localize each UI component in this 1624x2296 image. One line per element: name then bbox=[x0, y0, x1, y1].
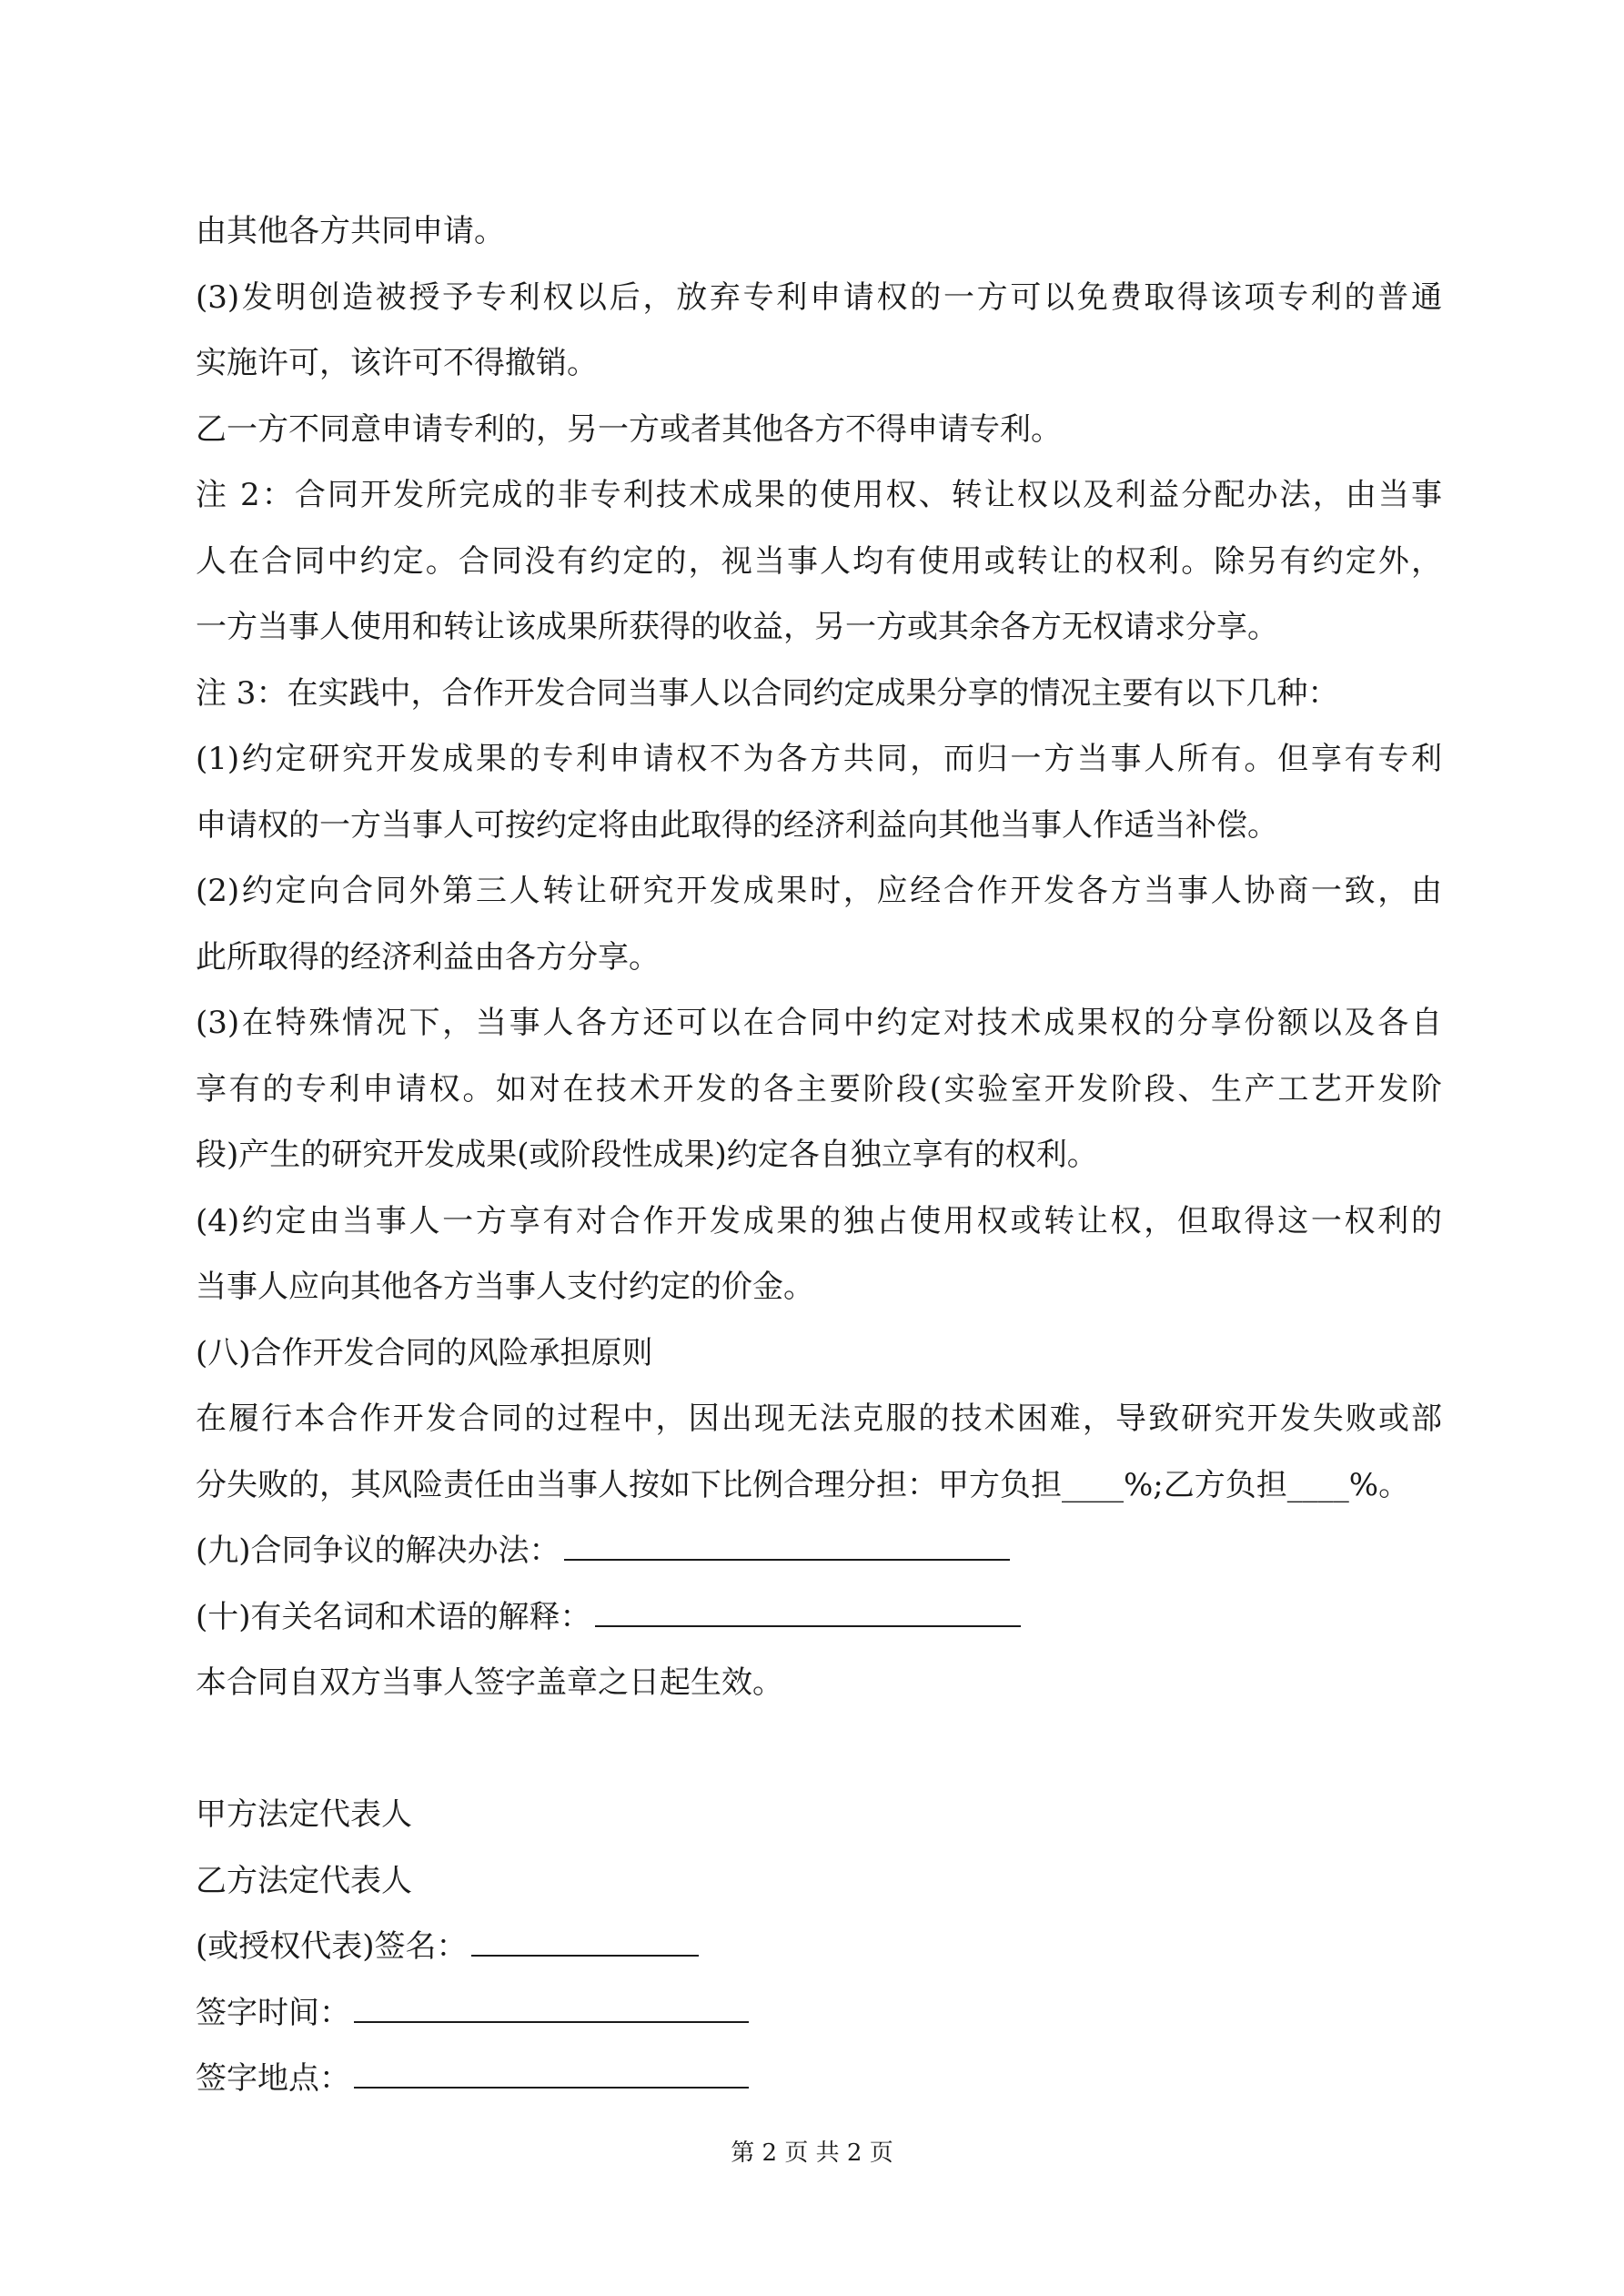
dispute-resolution-line bbox=[196, 1518, 1442, 1584]
paragraph-line: 乙一方不同意申请专利的，另一方或者其他各方不得申请专利。 bbox=[196, 410, 1062, 448]
list-item-line: (1)约定研究开发成果的专利申请权不为各方共同，而归一方当事人所有。但享有专利 bbox=[196, 741, 1442, 777]
paragraph-line: 实施许可，该许可不得撤销。 bbox=[196, 345, 598, 381]
spacer bbox=[196, 1716, 1442, 1783]
list-item-line: 段)产生的研究开发成果(或阶段性成果)约定各自独立享有的权利。 bbox=[196, 1137, 1098, 1173]
signing-place-blank[interactable] bbox=[354, 2059, 749, 2089]
list-item-line: 申请权的一方当事人可按约定将由此取得的经济利益向其他当事人作适当补偿。 bbox=[196, 806, 1278, 844]
paragraph-line: 由其他各方共同申请。 bbox=[196, 213, 505, 249]
signing-time-line bbox=[196, 1980, 1442, 2047]
signature-line bbox=[196, 1914, 1442, 1980]
list-item-line: 当事人应向其他各方当事人支付约定的价金。 bbox=[196, 1269, 814, 1305]
note-2-line: 人在合同中约定。合同没有约定的，视当事人均有使用或转让的权利。除另有约定外， bbox=[196, 542, 1442, 580]
signing-time-blank[interactable] bbox=[354, 1994, 749, 2023]
dispute-resolution-blank[interactable] bbox=[564, 1532, 1010, 1561]
terms-definition-line bbox=[196, 1584, 1442, 1651]
signing-place-line bbox=[196, 2046, 1442, 2112]
document-body bbox=[196, 198, 1442, 2112]
signing-time-label: 签字时间： bbox=[196, 1994, 350, 2031]
party-b-representative: 乙方法定代表人 bbox=[196, 1862, 412, 1899]
paragraph-line: 在履行本合作开发合同的过程中，因出现无法克服的技术困难，导致研究开发失败或部 bbox=[196, 1401, 1442, 1437]
party-a-representative: 甲方法定代表人 bbox=[196, 1796, 412, 1833]
note-3-line: 注 3：在实践中，合作开发合同当事人以合同约定成果分享的情况主要有以下几种： bbox=[196, 674, 1339, 712]
note-2-line: 注 2：合同开发所完成的非专利技术成果的使用权、转让权以及利益分配办法，由当事 bbox=[196, 477, 1442, 513]
signature-label: (或授权代表)签名： bbox=[196, 1928, 468, 1965]
list-item-line: 此所取得的经济利益由各方分享。 bbox=[196, 938, 660, 976]
paragraph-line: 分失败的，其风险责任由当事人按如下比例合理分担：甲方负担____%;乙方负担____%。 bbox=[196, 1466, 1410, 1503]
list-item-line: 享有的专利申请权。如对在技术开发的各主要阶段(实验室开发阶段、生产工艺开发阶 bbox=[196, 1070, 1442, 1108]
signature-blank[interactable] bbox=[471, 1927, 699, 1957]
list-item-line: (2)约定向合同外第三人转让研究开发成果时，应经合作开发各方当事人协商一致，由 bbox=[196, 873, 1442, 909]
section-heading: (八)合作开发合同的风险承担原则 bbox=[196, 1334, 653, 1371]
dispute-resolution-label: (九)合同争议的解决办法： bbox=[196, 1532, 560, 1569]
page-number-footer: 第 2 页 共 2 页 bbox=[731, 2139, 893, 2167]
effective-clause: 本合同自双方当事人签字盖章之日起生效。 bbox=[196, 1664, 783, 1701]
paragraph-line: (3)发明创造被授予专利权以后，放弃专利申请权的一方可以免费取得该项专利的普通 bbox=[196, 278, 1442, 316]
signing-place-label: 签字地点： bbox=[196, 2060, 350, 2097]
terms-definition-blank[interactable] bbox=[595, 1598, 1021, 1627]
note-2-line: 一方当事人使用和转让该成果所获得的收益，另一方或其余各方无权请求分享。 bbox=[196, 609, 1278, 645]
terms-definition-label: (十)有关名词和术语的解释： bbox=[196, 1598, 591, 1635]
list-item-line: (3)在特殊情况下，当事人各方还可以在合同中约定对技术成果权的分享份额以及各自 bbox=[196, 1005, 1442, 1041]
list-item-line: (4)约定由当事人一方享有对合作开发成果的独占使用权或转让权，但取得这一权利的 bbox=[196, 1202, 1442, 1239]
